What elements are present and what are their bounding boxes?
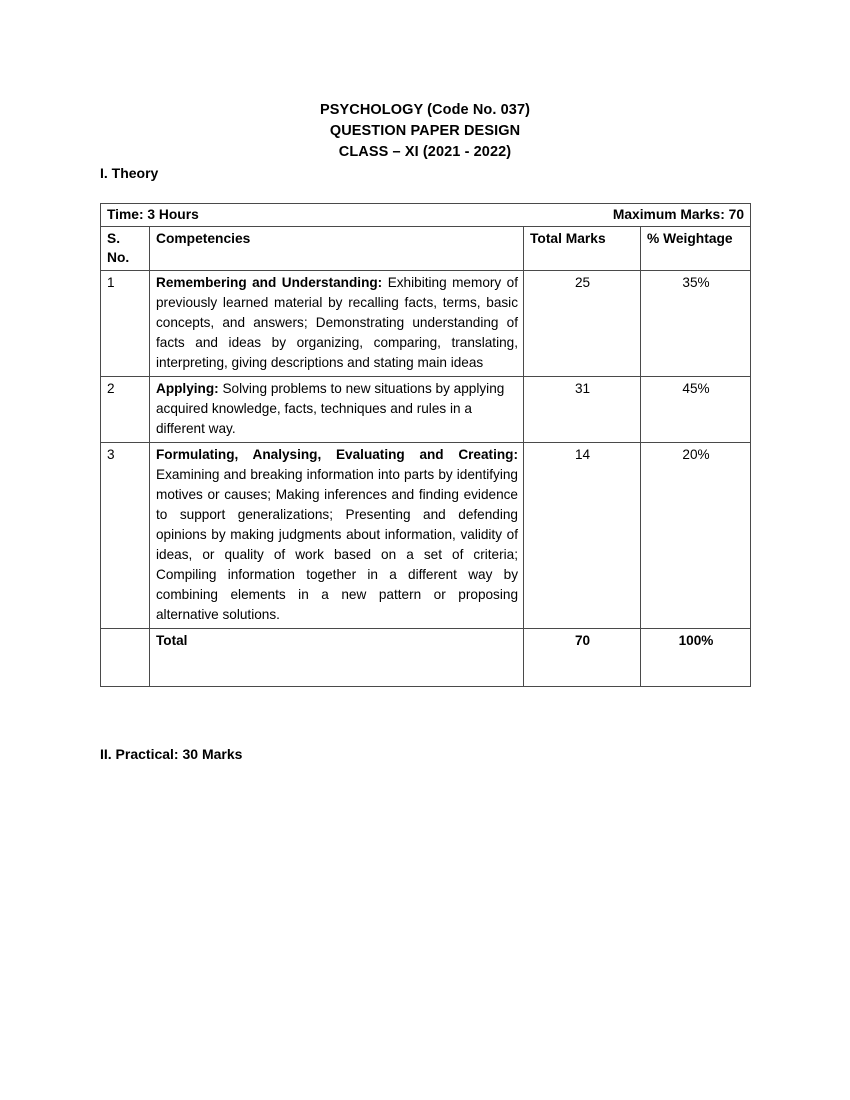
table-row bbox=[101, 443, 751, 629]
column-header-weightage: % Weightage bbox=[641, 227, 751, 271]
row-competency bbox=[150, 271, 524, 377]
row-competency bbox=[150, 443, 524, 629]
row-serial-number: 3 bbox=[101, 443, 150, 629]
column-header-sno: S. No. bbox=[101, 227, 150, 271]
table-total-row bbox=[101, 629, 751, 687]
row-serial-number: 2 bbox=[101, 377, 150, 443]
competency-body: Solving problems to new situations by applying acquired knowledge, facts, techniques and rules in a different way. bbox=[156, 381, 505, 436]
page-title-line-1: PSYCHOLOGY (Code No. 037) bbox=[319, 102, 531, 118]
row-serial-number: 1 bbox=[101, 271, 150, 377]
section-heading-theory: I. Theory bbox=[100, 165, 159, 181]
total-row-total-marks: 70 bbox=[524, 629, 641, 687]
row-total-marks: 31 bbox=[524, 377, 641, 443]
page-title-line-2: QUESTION PAPER DESIGN bbox=[329, 123, 521, 139]
question-paper-design-table bbox=[100, 203, 751, 687]
table-row bbox=[101, 271, 751, 377]
total-row-serial-number bbox=[101, 629, 150, 687]
competency-body: Examining and breaking information into parts by identifying motives or causes; Making inferences and finding evidence to support generalizations; Presenting and defending opinions by making judgments about information, validity of ideas, or quality of work based on a set of criteria; Compiling information together in a different way by combining elements in a new pattern or proposing alternative solutions. bbox=[156, 467, 518, 622]
row-total-marks: 14 bbox=[524, 443, 641, 629]
exam-time: Time: 3 Hours bbox=[107, 207, 199, 222]
competency-body: Exhibiting memory of previously learned material by recalling facts, terms, basic concepts, and answers; Demonstrating understanding of facts and ideas by organizing, comparing, translating, interpreting, giving descriptions and stating main ideas bbox=[156, 275, 519, 370]
document-title-block bbox=[0, 100, 850, 163]
total-row-label: Total bbox=[150, 629, 524, 687]
table-row bbox=[101, 377, 751, 443]
competency-lead: Formulating, Analysing, Evaluating and Creating: bbox=[156, 447, 518, 462]
row-competency bbox=[150, 377, 524, 443]
row-weightage: 20% bbox=[641, 443, 751, 629]
table-row-meta bbox=[101, 204, 751, 227]
row-total-marks: 25 bbox=[524, 271, 641, 377]
table-header-row bbox=[101, 227, 751, 271]
competency-lead: Remembering and Understanding: bbox=[156, 275, 383, 290]
page-title-line-3: CLASS – XI (2021 - 2022) bbox=[338, 144, 512, 160]
column-header-total-marks: Total Marks bbox=[524, 227, 641, 271]
row-weightage: 45% bbox=[641, 377, 751, 443]
maximum-marks: Maximum Marks: 70 bbox=[612, 207, 744, 222]
competency-lead: Applying: bbox=[156, 381, 219, 396]
column-header-competencies: Competencies bbox=[150, 227, 524, 271]
section-heading-practical: II. Practical: 30 Marks bbox=[100, 746, 243, 762]
total-row-weightage: 100% bbox=[641, 629, 751, 687]
row-weightage: 35% bbox=[641, 271, 751, 377]
meta-cell bbox=[101, 204, 751, 227]
